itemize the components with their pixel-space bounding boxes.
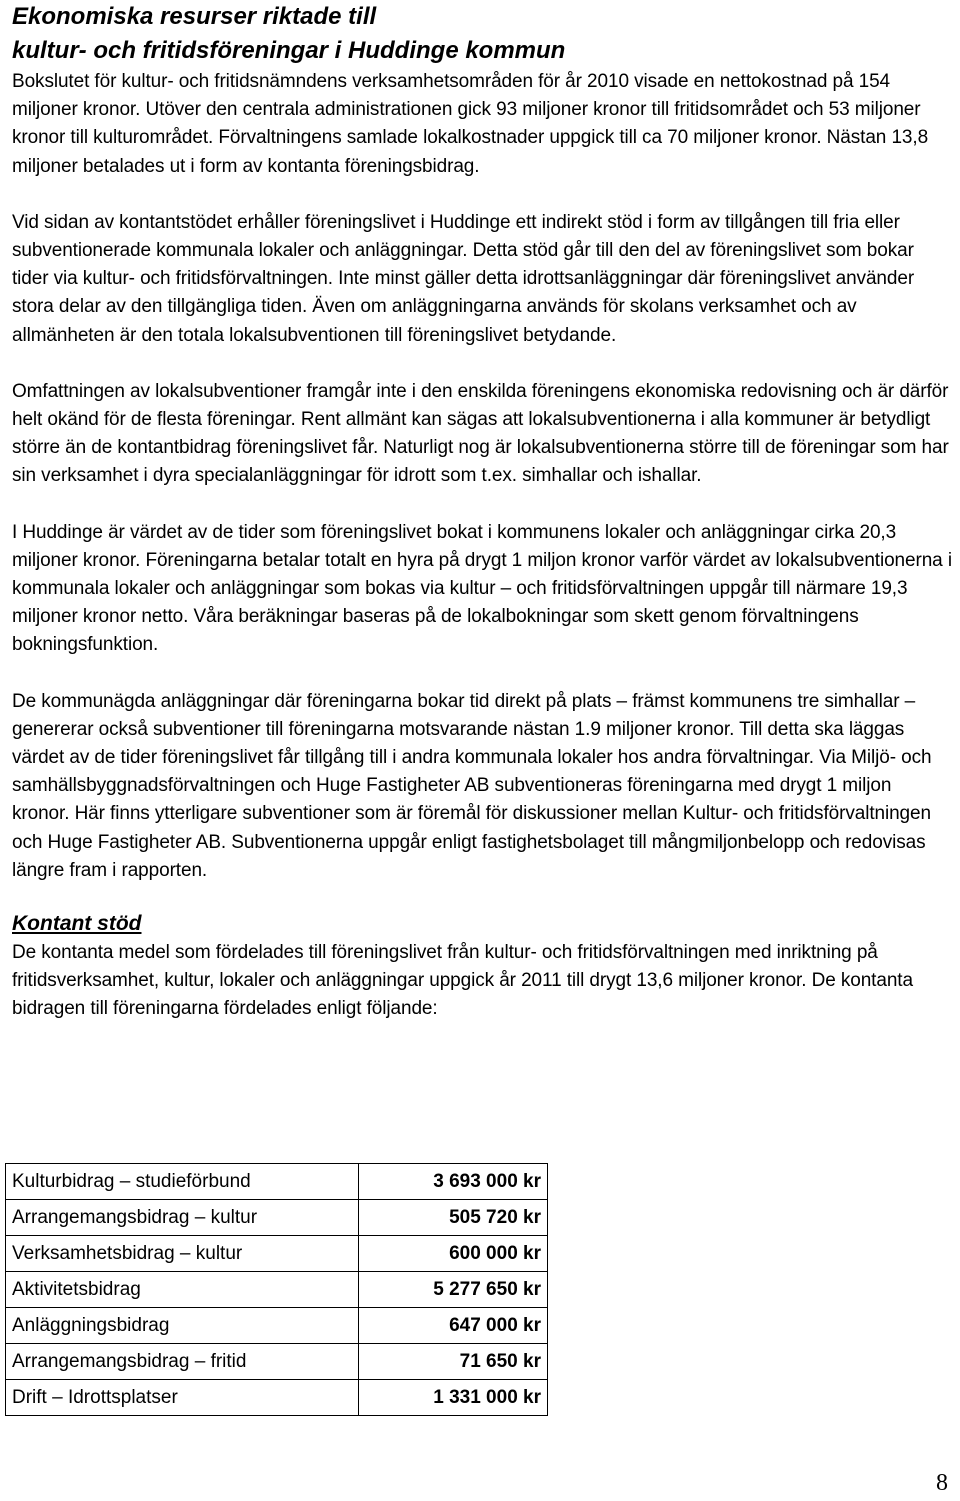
paragraph-kontant: De kontanta medel som fördelades till föreningslivet från kultur- och fritidsförvaltningen med inriktning på fritidsverksamhet, kultur, lokaler och anläggningar uppgick år 2011 till drygt 13,6 miljoner kronor. De kontanta bidragen till föreningarna fördelades enligt följande: — [12, 942, 913, 1020]
title-line-1: Ekonomiska resurser riktade till — [12, 3, 377, 30]
grant-label: Aktivitetsbidrag — [6, 1272, 359, 1308]
table-row — [6, 1272, 548, 1308]
grant-label: Arrangemangsbidrag – kultur — [6, 1200, 359, 1236]
grant-amount: 5 277 650 kr — [359, 1272, 548, 1308]
table-row — [6, 1236, 548, 1272]
paragraph-booking-value: I Huddinge är värdet av de tider som föreningslivet bokat i kommunens lokaler och anläggningar cirka 20,3 miljoner kronor. Föreningarna betalar totalt en hyra på drygt 1 miljon kronor varför värdet av lokalsubventionerna i kommunala lokaler och anläggningar som bokas via kultur – och fritidsförvaltningen uppgår till närmare 19,3 miljoner kronor netto. Våra beräkningar baseras på de lokalbokningar som skett genom förvaltningens bokningsfunktion. — [12, 521, 952, 656]
paragraph-indirect-support: Vid sidan av kontantstödet erhåller föreningslivet i Huddinge ett indirekt stöd i form av tillgången till fria eller subventionerade kommunala lokaler och anläggningar. Detta stöd går till den del av föreningslivet som bokar tider via kultur- och fritidsförvaltningen. Inte minst gäller detta idrottsanläggningar där föreningslivet använder stora delar av den tillgängliga tiden. Även om anläggningarna används för skolans verksamhet och av allmänheten är den totala lokalsubventionen till föreningslivet betydande. — [12, 211, 915, 346]
table-row — [6, 1164, 548, 1200]
table-row — [6, 1380, 548, 1416]
grants-table — [5, 1163, 548, 1416]
document-page — [12, 0, 952, 1024]
table-row — [6, 1200, 548, 1236]
grant-amount: 647 000 kr — [359, 1308, 548, 1344]
grant-label: Arrangemangsbidrag – fritid — [6, 1344, 359, 1380]
title-line-2: kultur- och fritidsföreningar i Huddinge kommun — [12, 37, 566, 64]
grant-label: Drift – Idrottsplatser — [6, 1380, 359, 1416]
paragraph-intro: Bokslutet för kultur- och fritidsnämndens verksamhetsområden för år 2010 visade en nettokostnad på 154 miljoner kronor. Utöver den centrala administrationen gick 93 miljoner kronor till fritidsområdet och 53 miljoner kronor till kulturområdet. Förvaltningens samlade lokalkostnader uppgick till ca 70 miljoner kronor. Nästan 13,8 miljoner betalades ut i form av kontanta föreningsbidrag. — [12, 71, 929, 177]
paragraph-municipal-facilities: De kommunägda anläggningar där föreningarna bokar tid direkt på plats – främst kommunens tre simhallar – genererar också subventioner till föreningarna motsvarande nästan 1.9 miljoner kronor. Till detta ska läggas värdet av de tider föreningslivet får tillgång till i andra kommunala lokaler hos andra förvaltningar. Via Miljö- och samhällsbyggnadsförvaltningen och Huge Fastigheter AB subventioneras föreningarna med drygt 1 miljon kronor. Här finns ytterligare subventioner som är föremål för diskussioner mellan Kultur- och fritidsförvaltningen och Huge Fastigheter AB. Subventionerna uppgår enligt fastighetsbolaget till mångmiljonbelopp och redovisas längre fram i rapporten. — [12, 690, 932, 881]
table-row — [6, 1308, 548, 1344]
grant-amount: 600 000 kr — [359, 1236, 548, 1272]
page-number: 8 — [936, 1470, 948, 1496]
grant-label: Anläggningsbidrag — [6, 1308, 359, 1344]
grant-amount: 1 331 000 kr — [359, 1380, 548, 1416]
grant-amount: 505 720 kr — [359, 1200, 548, 1236]
grant-amount: 3 693 000 kr — [359, 1164, 548, 1200]
table-row — [6, 1344, 548, 1380]
grant-label: Kulturbidrag – studieförbund — [6, 1164, 359, 1200]
grant-label: Verksamhetsbidrag – kultur — [6, 1236, 359, 1272]
paragraph-subsidy-scope: Omfattningen av lokalsubventioner framgår inte i den enskilda föreningens ekonomiska redovisning och är därför helt okänd för de flesta föreningar. Rent allmänt kan sägas att lokalsubventionerna i alla kommuner är betydligt större än de kontantbidrag föreningslivet får. Naturligt nog är lokalsubventionerna större till de föreningar som har sin verksamhet i dyra specialanläggningar för idrott som t.ex. simhallar och ishallar. — [12, 380, 949, 487]
grant-amount: 71 650 kr — [359, 1344, 548, 1380]
section-heading-kontant-stod: Kontant stöd — [12, 912, 142, 936]
page-title — [12, 0, 952, 68]
